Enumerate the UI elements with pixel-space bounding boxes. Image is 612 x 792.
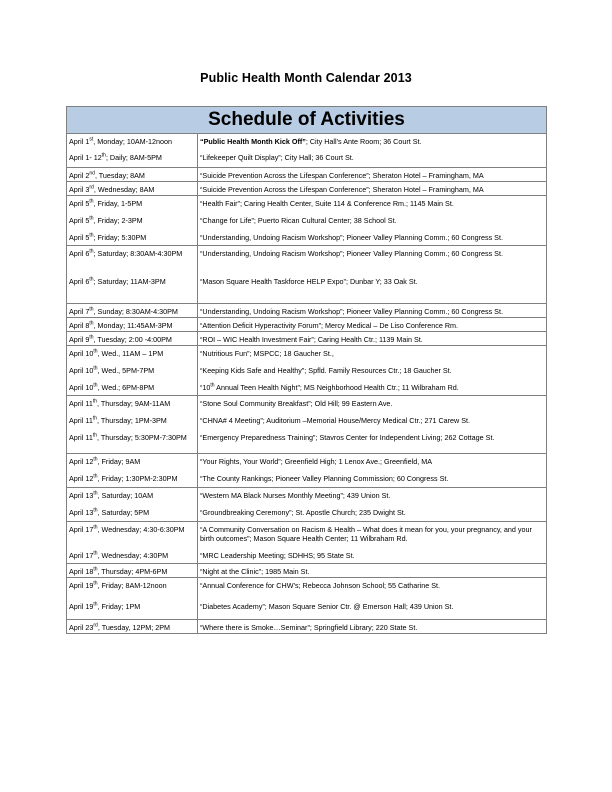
date-text: April 17th, Wednesday; 4:30PM [69, 550, 169, 560]
date-text: April 5th; Friday; 5:30PM [69, 232, 147, 242]
date-cell [67, 182, 198, 196]
event-text: “Where there is Smoke…Seminar”; Springfield Library; 220 State St. [200, 623, 418, 632]
date-text: April 13th, Saturday; 10AM [69, 490, 154, 500]
date-cell [67, 454, 198, 488]
event-cell [198, 620, 547, 634]
event-text: “A Community Conversation on Racism & Health – What does it mean for you, your pregnancy, and your birth outcomes”; Mason Square Health Center; 11 Wilbraham Rd. [200, 525, 532, 543]
event-text: “Mason Square Health Taskforce HELP Expo”; Dunbar Y; 33 Oak St. [200, 277, 418, 286]
table-row [67, 578, 547, 620]
event-cell [198, 168, 547, 182]
table-row [67, 168, 547, 182]
table-row [67, 182, 547, 196]
table-header: Schedule of Activities [67, 107, 547, 134]
event-text: “ROI – WIC Health Investment Fair”; Caring Health Ctr.; 1139 Main St. [200, 335, 423, 344]
date-cell [67, 196, 198, 246]
event-cell [198, 396, 547, 454]
date-cell [67, 522, 198, 564]
table-row [67, 332, 547, 346]
event-text: “Annual Conference for CHW’s; Rebecca Johnson School; 55 Catharine St. [200, 581, 440, 590]
event-cell [198, 332, 547, 346]
date-text: April 1st, Monday; 10AM-12noon [69, 136, 172, 146]
date-text: April 6th; Saturday; 8:30AM-4:30PM [69, 248, 183, 258]
date-text: April 1- 12th; Daily; 8AM-5PM [69, 152, 162, 162]
date-text: April 9th, Tuesday; 2:00 -4:00PM [69, 334, 172, 344]
event-cell [198, 488, 547, 522]
table-row [67, 396, 547, 454]
date-text: April 10th, Wed., 5PM-7PM [69, 365, 155, 375]
date-text: April 13th, Saturday; 5PM [69, 507, 150, 517]
date-cell [67, 488, 198, 522]
event-cell [198, 564, 547, 578]
event-text: “MRC Leadership Meeting; SDHHS; 95 State St. [200, 551, 355, 560]
event-text: “Diabetes Academy”; Mason Square Senior Ctr. @ Emerson Hall; 439 Union St. [200, 602, 454, 611]
event-text: “Night at the Clinic”; 1985 Main St. [200, 567, 310, 576]
event-text: “Nutritious Fun”; MSPCC; 18 Gaucher St., [200, 349, 334, 358]
date-text: April 10th, Wed., 11AM – 1PM [69, 348, 164, 358]
date-cell [67, 396, 198, 454]
date-text: April 8th, Monday; 11:45AM-3PM [69, 320, 173, 330]
table-row [67, 196, 547, 246]
event-text: “Your Rights, Your World”; Greenfield High; 1 Lenox Ave.; Greenfield, MA [200, 457, 432, 466]
table-row [67, 304, 547, 318]
event-text: “Lifekeeper Quilt Display”; City Hall; 36 Court St. [200, 153, 354, 162]
table-row [67, 522, 547, 564]
date-cell [67, 564, 198, 578]
date-text: April 23rd, Tuesday, 12PM; 2PM [69, 622, 170, 632]
date-cell [67, 332, 198, 346]
event-cell [198, 304, 547, 318]
date-text: April 17th, Wednesday; 4:30-6:30PM [69, 524, 185, 534]
event-text [200, 137, 544, 146]
event-text: “Change for Life”; Puerto Rican Cultural Center; 38 School St. [200, 216, 397, 225]
date-text: April 12th, Friday; 9AM [69, 456, 141, 466]
event-text: “Suicide Prevention Across the Lifespan Conference”; Sheraton Hotel – Framingham, MA [200, 171, 484, 180]
event-text: “10th Annual Teen Health Night”; MS Neighborhood Health Ctr.; 11 Wilbraham Rd. [200, 382, 459, 392]
date-text: April 6th; Saturday; 11AM-3PM [69, 276, 166, 286]
table-row [67, 134, 547, 168]
event-text: “Health Fair”; Caring Health Center, Suite 114 & Conference Rm.; 1145 Main St. [200, 199, 454, 208]
date-text: April 12th, Friday; 1:30PM-2:30PM [69, 473, 178, 483]
date-cell [67, 346, 198, 396]
event-text: “Suicide Prevention Across the Lifespan Conference”; Sheraton Hotel – Framingham, MA [200, 185, 484, 194]
event-text: “Understanding, Undoing Racism Workshop”; Pioneer Valley Planning Comm.; 60 Congress St. [200, 307, 503, 316]
date-cell [67, 246, 198, 304]
date-text: April 2nd, Tuesday; 8AM [69, 170, 145, 180]
table-row [67, 488, 547, 522]
event-text: “Western MA Black Nurses Monthly Meeting”; 439 Union St. [200, 491, 391, 500]
date-text: April 5th, Friday, 1-5PM [69, 198, 143, 208]
date-text: April 19th, Friday; 1PM [69, 601, 141, 611]
date-cell [67, 318, 198, 332]
event-text: “CHNA# 4 Meeting”; Auditorium –Memorial House/Mercy Medical Ctr.; 271 Carew St. [200, 416, 471, 425]
event-cell [198, 346, 547, 396]
event-text: “Emergency Preparedness Training”; Stavros Center for Independent Living; 262 Cottage St. [200, 433, 495, 442]
event-text: “Understanding, Undoing Racism Workshop”; Pioneer Valley Planning Comm.; 60 Congress St. [200, 249, 503, 258]
event-cell [198, 134, 547, 168]
schedule-table [66, 106, 547, 634]
table-row [67, 564, 547, 578]
table-row [67, 454, 547, 488]
schedule-body [67, 107, 547, 634]
date-text: April 7th, Sunday; 8:30AM-4:30PM [69, 306, 178, 316]
event-cell [198, 578, 547, 620]
event-cell [198, 454, 547, 488]
event-text: “Keeping Kids Safe and Healthy”; Spfld. Family Resources Ctr.; 18 Gaucher St. [200, 366, 452, 375]
event-cell [198, 318, 547, 332]
table-header-row [67, 107, 547, 134]
date-text: April 11th, Thursday; 5:30PM-7:30PM [69, 432, 187, 442]
table-row [67, 620, 547, 634]
event-cell [198, 522, 547, 564]
date-cell [67, 168, 198, 182]
date-cell [67, 620, 198, 634]
date-text: April 11th, Thursday; 9AM-11AM [69, 398, 171, 408]
table-row [67, 318, 547, 332]
event-text: “Groundbreaking Ceremony”; St. Apostle Church; 235 Dwight St. [200, 508, 406, 517]
date-text: April 10th, Wed.; 6PM-8PM [69, 382, 155, 392]
event-details: ; City Hall’s Ante Room; 36 Court St. [305, 137, 422, 146]
event-cell [198, 196, 547, 246]
date-text: April 3rd, Wednesday; 8AM [69, 184, 155, 194]
date-cell [67, 304, 198, 318]
date-cell [67, 578, 198, 620]
event-title-bold: “Public Health Month Kick Off” [200, 137, 306, 146]
date-text: April 5th, Friday; 2-3PM [69, 215, 143, 225]
event-text: “Stone Soul Community Breakfast”; Old Hill; 99 Eastern Ave. [200, 399, 393, 408]
date-cell [67, 134, 198, 168]
event-cell [198, 246, 547, 304]
table-row [67, 346, 547, 396]
date-text: April 19th, Friday; 8AM-12noon [69, 580, 167, 590]
event-text: “Understanding, Undoing Racism Workshop”; Pioneer Valley Planning Comm.; 60 Congress St. [200, 233, 503, 242]
date-text: April 11th, Thursday; 1PM-3PM [69, 415, 167, 425]
event-cell [198, 182, 547, 196]
page-title: Public Health Month Calendar 2013 [200, 71, 412, 85]
event-text: “The County Rankings; Pioneer Valley Planning Commission; 60 Congress St. [200, 474, 449, 483]
date-text: April 18th, Thursday; 4PM-6PM [69, 566, 168, 576]
event-text: “Attention Deficit Hyperactivity Forum”; Mercy Medical – De Liso Conference Rm. [200, 321, 459, 330]
table-row [67, 246, 547, 304]
